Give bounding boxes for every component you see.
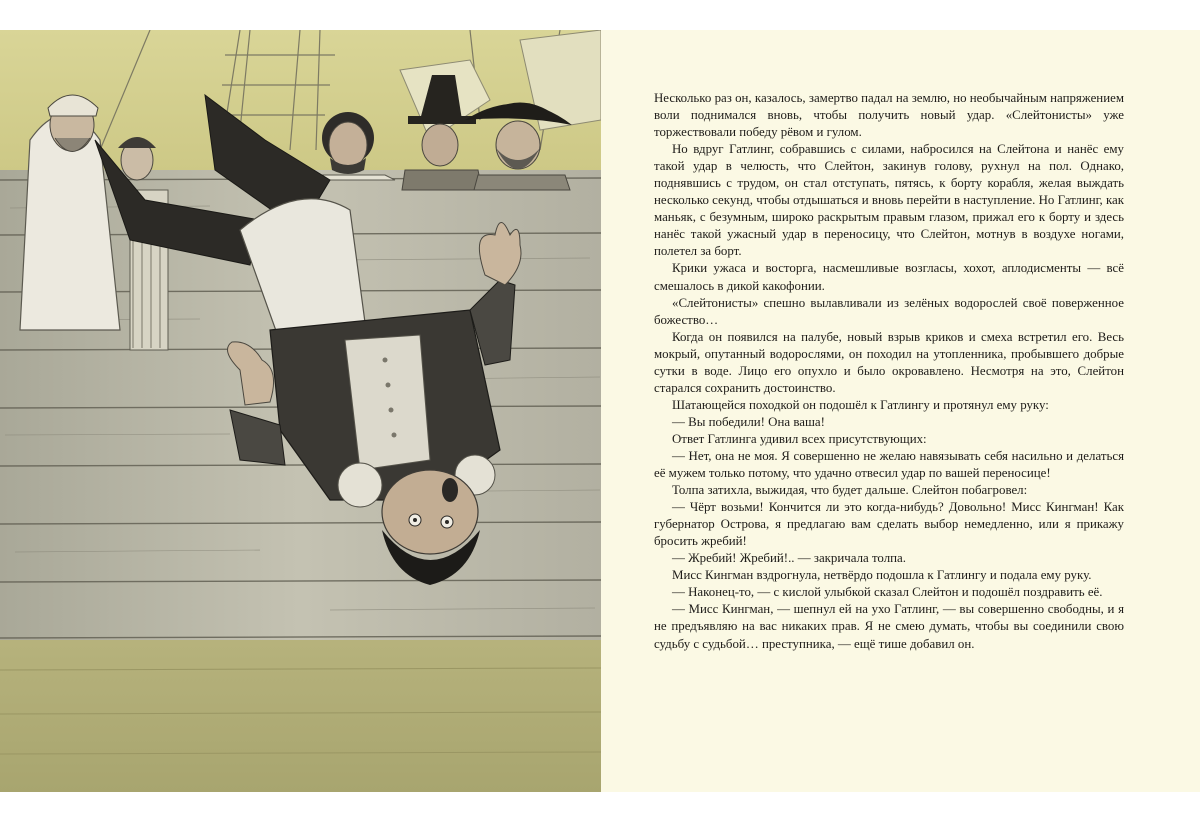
paragraph-12: — Жребий! Жребий!.. — закричала толпа. bbox=[672, 551, 906, 566]
paragraph-1: Несколько раз он, казалось, замертво падал на землю, но необычайным напряжением воли поднимался вновь, чтобы получить новый удар. «Слейтонисты» уже торжествовали победу рёвом и гулом. bbox=[654, 91, 1124, 140]
deck-floor bbox=[0, 630, 601, 792]
book-spread bbox=[0, 30, 1200, 792]
paragraph-10: Толпа затихла, выжидая, что будет дальше. Слейтон побагровел: bbox=[672, 483, 1028, 498]
illustration bbox=[0, 30, 601, 792]
story-text bbox=[654, 90, 1124, 653]
paragraph-13: Мисс Кингман вздрогнула, нетвёрдо подошла к Гатлингу и подала ему руку. bbox=[672, 568, 1092, 583]
paragraph-6: Шатающейся походкой он подошёл к Гатлингу и протянул ему руку: bbox=[672, 397, 1049, 412]
paragraph-11: — Чёрт возьми! Кончится ли это когда-нибудь? Довольно! Мисс Кингман! Как губернатор Острова, я предлагаю вам сделать выбор немедленно, или я прикажу бросить жребий! bbox=[654, 500, 1124, 549]
paragraph-5: Когда он появился на палубе, новый взрыв криков и смеха встретил его. Весь мокрый, опутанный водорослями, он походил на утопленника, пробывшего добрые сутки в воде. Лицо его опухло и было окровавлено. Несмотря на это, Слейтон старался сохранить достоинство. bbox=[654, 329, 1124, 395]
paragraph-14: — Наконец-то, — с кислой улыбкой сказал Слейтон и подошёл поздравить её. bbox=[672, 585, 1103, 600]
paragraph-15: — Мисс Кингман, — шепнул ей на ухо Гатлинг, — вы совершенно свободны, и я не предъявляю на вас никаких прав. Я не смею думать, чтобы вы соединили свою судьбу с судьбой… преступника, — ещё тише добавил он. bbox=[654, 602, 1124, 651]
paragraph-8: Ответ Гатлинга удивил всех присутствующих: bbox=[672, 431, 927, 446]
paragraph-4: «Слейтонисты» спешно вылавливали из зелёных водорослей своё поверженное божество… bbox=[654, 295, 1124, 327]
text-page bbox=[601, 30, 1200, 792]
paragraph-2: Но вдруг Гатлинг, собравшись с силами, набросился на Слейтона и нанёс ему такой удар в челюсть, что Слейтон, закинув голову, рухнул на пол. Однако, поднявшись с трудом, он стал отступать, пятясь, к борту корабля, желая выждать несколько секунд, чтобы отдышаться и вновь перейти в наступление. Но Гатлинг, как маньяк, с безумным, широко раскрытым правым глазом, прижал его к борту и здесь нанёс такой ужасный удар в переносицу, что Слейтон, мотнув в воздухе ногами, полетел за борт. bbox=[654, 142, 1124, 259]
paragraph-7: — Вы победили! Она ваша! bbox=[672, 414, 825, 429]
paragraph-9: — Нет, она не моя. Я совершенно не желаю навязывать себя насильно и делаться её мужем только потому, что удачно отвесил удар по вашей переносице! bbox=[654, 448, 1124, 481]
paragraph-3: Крики ужаса и восторга, насмешливые возгласы, хохот, аплодисменты — всё смешалось в дикой какофонии. bbox=[654, 261, 1124, 293]
